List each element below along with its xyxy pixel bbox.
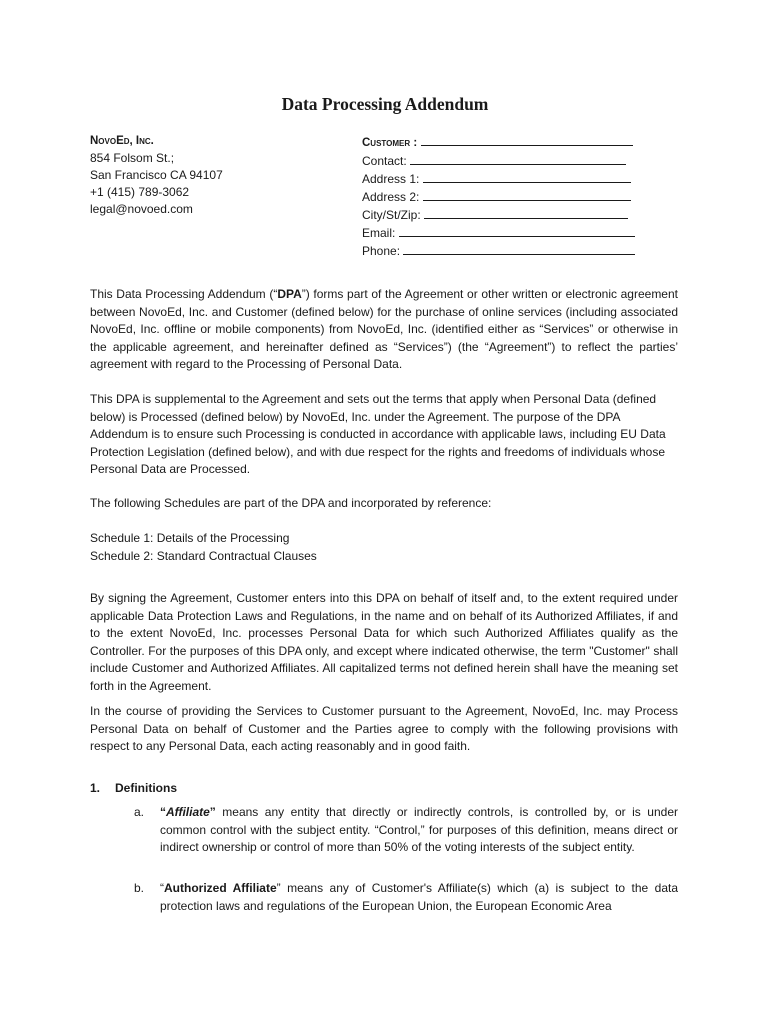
section-1-heading bbox=[90, 780, 177, 797]
address2-field bbox=[362, 188, 652, 206]
customer-field bbox=[362, 133, 652, 152]
authorized-affiliate-definition: means any of Customer's Affiliate(s) which (a) is subject to the data protection laws and regulations of the European Union, the European Economic Area bbox=[160, 881, 678, 913]
section-1-title: Definitions bbox=[115, 781, 177, 795]
section-1-number: 1. bbox=[90, 781, 101, 795]
document-title: Data Processing Addendum bbox=[281, 94, 489, 114]
novoed-phone: +1 (415) 789-3062 bbox=[90, 185, 190, 199]
novoed-email: legal@novoed.com bbox=[90, 202, 193, 216]
schedule-1: Schedule 1: Details of the Processing bbox=[90, 531, 290, 545]
item-b-marker: b. bbox=[134, 881, 145, 895]
email-label: Email: bbox=[362, 226, 396, 240]
item-a-marker: a. bbox=[134, 805, 145, 819]
item-b-close-quote: ” bbox=[276, 881, 281, 895]
address2-blank[interactable] bbox=[423, 188, 631, 201]
novoed-street: 854 Folsom St.; bbox=[90, 151, 175, 165]
email-field bbox=[362, 224, 652, 242]
intro-text-rest: ”) forms part of the Agreement or other written or electronic agreement between NovoEd, Inc. and Customer (defined below) for the purchase of online services (including associated NovoEd, Inc. offline or mobile components) from NovoEd, Inc. (identified either as “Services” or otherwise in the applicable agreement, and hereinafter defined as “Services”) (the “Agreement”) to reflect the parties’ agreement with regard to the Processing of Personal Data. bbox=[90, 287, 678, 371]
phone-field bbox=[362, 242, 652, 260]
authorized-affiliate-term: Authorized Affiliate bbox=[164, 881, 277, 895]
schedules-intro-paragraph bbox=[90, 495, 678, 513]
novoed-name: NovoEd, Inc. bbox=[90, 135, 154, 147]
customer-blank[interactable] bbox=[421, 133, 633, 146]
novoed-city: San Francisco CA 94107 bbox=[90, 168, 223, 182]
definition-authorized-affiliate bbox=[134, 880, 678, 920]
customer-info-block bbox=[362, 133, 652, 260]
definition-affiliate bbox=[134, 804, 678, 857]
contact-field bbox=[362, 152, 652, 170]
phone-blank[interactable] bbox=[403, 242, 635, 255]
affiliate-term: Affiliate bbox=[166, 805, 210, 819]
affiliate-definition: means any entity that directly or indirectly controls, is controlled by, or is under common control with the subject entity. “Control,” for purposes of this definition, means direct or indirect ownership or control of more than 50% of the voting interests of the subject entity. bbox=[160, 805, 678, 854]
intro-text-start: This Data Processing Addendum (“ bbox=[90, 287, 278, 301]
supplemental-text: This DPA is supplemental to the Agreement and sets out the terms that apply when Personal Data (defined below) is Processed (defined below) by NovoEd, Inc. under the Agreement. The purpose of the DPA Addendum is to ensure such Processing is conducted in accordance with applicable laws, including EU Data Protection Legislation (defined below), and with due respect for the rights and freedoms of individuals whose Personal Data are Processed. bbox=[90, 392, 666, 476]
schedules-intro-text: The following Schedules are part of the DPA and incorporated by reference: bbox=[90, 496, 492, 510]
item-a-close-quote: ” bbox=[209, 805, 216, 819]
services-paragraph bbox=[90, 703, 678, 756]
customer-label: Customer : bbox=[362, 137, 418, 149]
city-field bbox=[362, 206, 652, 224]
novoed-address-block bbox=[90, 133, 320, 218]
phone-label: Phone: bbox=[362, 244, 401, 258]
dpa-term: DPA bbox=[277, 287, 302, 301]
item-b-open-quote: “ bbox=[160, 881, 164, 895]
item-a-open-quote: “ bbox=[160, 805, 166, 819]
city-label: City/St/Zip: bbox=[362, 208, 421, 222]
supplemental-paragraph bbox=[90, 391, 678, 479]
intro-paragraph bbox=[90, 286, 678, 374]
contact-blank[interactable] bbox=[410, 152, 626, 165]
signing-text: By signing the Agreement, Customer enters into this DPA on behalf of itself and, to the extent required under applicable Data Protection Laws and Regulations, in the name and on behalf of its Authorized Affiliates, if and to the extent NovoEd, Inc. processes Personal Data for which such Authorized Affiliates qualify as the Controller. For the purposes of this DPA only, and except where indicated otherwise, the term "Customer" shall include Customer and Authorized Affiliates. All capitalized terms not defined herein shall have the meaning set forth in the Agreement. bbox=[90, 591, 678, 693]
address2-label: Address 2: bbox=[362, 190, 420, 204]
services-text: In the course of providing the Services to Customer pursuant to the Agreement, NovoEd, Inc. may Process Personal Data on behalf of Customer and the Parties agree to comply with the following provisions with respect to any Personal Data, each acting reasonably and in good faith. bbox=[90, 704, 678, 753]
address1-label: Address 1: bbox=[362, 172, 420, 186]
email-blank[interactable] bbox=[399, 224, 635, 237]
schedule-list bbox=[90, 530, 678, 565]
city-blank[interactable] bbox=[424, 206, 628, 219]
address1-field bbox=[362, 170, 652, 188]
signing-paragraph bbox=[90, 590, 678, 695]
contact-label: Contact: bbox=[362, 154, 407, 168]
schedule-2: Schedule 2: Standard Contractual Clauses bbox=[90, 548, 317, 563]
address1-blank[interactable] bbox=[423, 170, 631, 183]
